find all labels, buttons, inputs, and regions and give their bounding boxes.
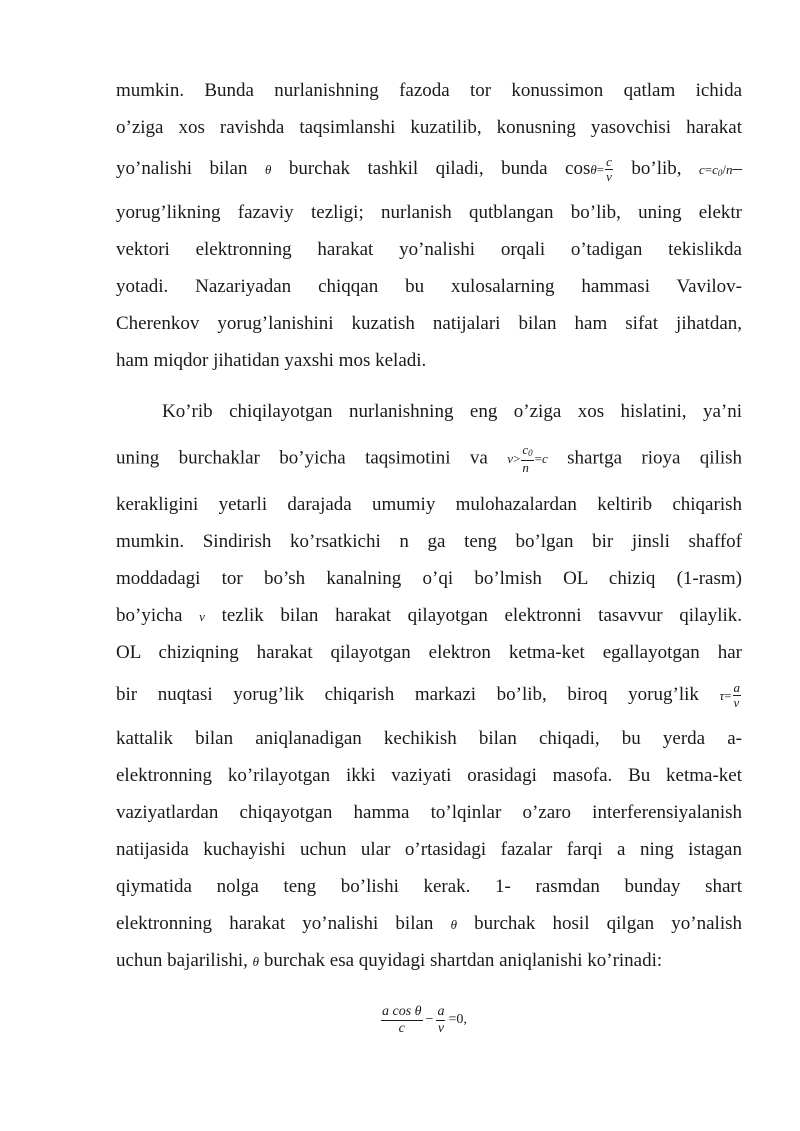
subscript: 0 — [528, 448, 533, 458]
text-line: o’ziga xos ravishda taqsimlanshi kuzatilib, konusning yasovchisi harakat — [116, 117, 742, 138]
text-line: Ko’rib chiqilayotgan nurlanishning eng o’ziga xos hislatini, ya’ni — [162, 401, 742, 422]
text-line: OL chiziqning harakat qilayotgan elektron ketma-ket egallayotgan har — [116, 642, 742, 663]
text-line: yorug’likning fazaviy tezligi; nurlanish qutblangan bo’lib, uning elektr — [116, 202, 742, 223]
fraction-c-over-v — [605, 155, 613, 184]
text-line: elektronning ko’rilayotgan ikki vaziyati orasidagi masofa. Bu ketma-ket — [116, 765, 742, 786]
math-variable: c — [522, 442, 529, 457]
theta-symbol: θ — [264, 162, 272, 177]
fraction-denominator: n — [522, 460, 529, 475]
theta-symbol: θ — [590, 162, 597, 177]
equals-sign: = — [704, 162, 713, 177]
text-line-with-formula — [116, 155, 742, 183]
math-variable: c — [712, 162, 718, 177]
text-run: burchak tashkil qiladi, bunda cos — [288, 158, 591, 179]
text-line: mumkin. Bunda nurlanishning fazoda tor konussimon qatlam ichida — [116, 80, 742, 101]
equals-sign: = — [534, 451, 542, 467]
fraction-a-over-v — [436, 1004, 445, 1037]
math-variable: v — [507, 451, 514, 467]
display-formula — [380, 1000, 469, 1040]
fraction-numerator: a — [733, 680, 741, 696]
text-line: mumkin. Sindirish ko’rsatkichi n ga teng bo’lgan bir jinsli shaffof — [116, 531, 742, 552]
text-line-with-symbol — [116, 602, 742, 630]
tau-symbol: τ — [719, 688, 725, 703]
fraction-denominator: c — [398, 1020, 405, 1036]
math-variable: c — [699, 162, 705, 177]
text-line-with-formula — [116, 681, 742, 709]
text-run: burchak hosil qilgan yo’nalish — [474, 913, 743, 934]
text-line: vaziyatlardan chiqayotgan hamma to’lqinlar o’zaro interferensiyalanish — [116, 802, 742, 823]
text-line: kerakligini yetarli darajada umumiy mulohazalardan keltirib chiqarish — [116, 494, 742, 515]
math-variable: v — [199, 609, 205, 624]
math-variable: c — [542, 451, 548, 467]
fraction-denominator: v — [437, 1020, 445, 1036]
text-line: qiymatida nolga teng bo’lishi kerak. 1- rasmdan bunday shart — [116, 876, 742, 897]
text-run: burchak esa quyidagi shartdan aniqlanishi ko’rinadi: — [263, 950, 663, 971]
greater-than-sign: > — [513, 451, 521, 467]
text-line: moddadagi tor bo’sh kanalning o’qi bo’lmish OL chiziq (1-rasm) — [116, 568, 742, 589]
text-line: kattalik bilan aniqlanadigan kechikish bilan chiqadi, bu yerda a- — [116, 728, 742, 749]
subscript: 0 — [717, 168, 723, 178]
dash: – — [732, 158, 743, 179]
fraction-denominator: v — [606, 169, 612, 185]
equals-sign: = — [596, 162, 605, 177]
text-run: yo’nalishi bilan — [116, 158, 248, 179]
equals-sign: = — [724, 688, 732, 703]
fraction-numerator: a — [437, 1003, 445, 1019]
fraction-a-over-v — [733, 681, 742, 710]
fraction-numerator: a cos θ — [382, 1003, 422, 1019]
text-run: tezlik bilan harakat qilayotgan elektronni tasavvur qilaylik. — [221, 605, 742, 626]
fraction-numerator — [521, 443, 533, 461]
text-line: Cherenkov yorug’lanishini kuzatish natijalari bilan ham sifat jihatdan, — [116, 313, 742, 334]
theta-symbol: θ — [450, 917, 457, 932]
text-run: uchun bajarilishi, — [116, 950, 248, 971]
text-line-with-symbol — [116, 947, 742, 975]
text-run: bo’lib, — [631, 158, 682, 179]
text-line: yotadi. Nazariyadan chiqqan bu xulosalarning hammasi Vavilov- — [116, 276, 742, 297]
fraction-acos-over-c — [381, 1004, 423, 1037]
text-line-with-symbol — [116, 910, 742, 938]
text-line-with-formula — [116, 442, 743, 475]
text-run: shartga rioya qilish — [567, 447, 743, 469]
fraction-numerator: c — [606, 154, 612, 170]
text-line: natijasida kuchayishi uchun ular o’rtasidagi fazalar farqi a ning istagan — [116, 839, 742, 860]
text-run: bo’yicha — [116, 605, 183, 626]
slash-sign: / — [722, 162, 727, 177]
equals-zero: =0, — [448, 1012, 467, 1027]
text-line: ham miqdor jihatidan yaxshi mos keladi. — [116, 350, 427, 371]
minus-sign: − — [425, 1012, 434, 1027]
theta-symbol: θ — [252, 954, 260, 969]
math-variable: n — [726, 162, 733, 177]
text-line: vektori elektronning harakat yo’nalishi orqali o’tadigan tekislikda — [116, 239, 742, 260]
text-run: uning burchaklar bo’yicha taqsimotini va — [116, 447, 488, 469]
text-run: bir nuqtasi yorug’lik chiqarish markazi bo’lib, biroq yorug’lik — [116, 684, 699, 705]
fraction-denominator: v — [733, 695, 740, 711]
text-run: elektronning harakat yo’nalishi bilan — [116, 913, 434, 934]
fraction-c0-over-n — [521, 443, 533, 475]
